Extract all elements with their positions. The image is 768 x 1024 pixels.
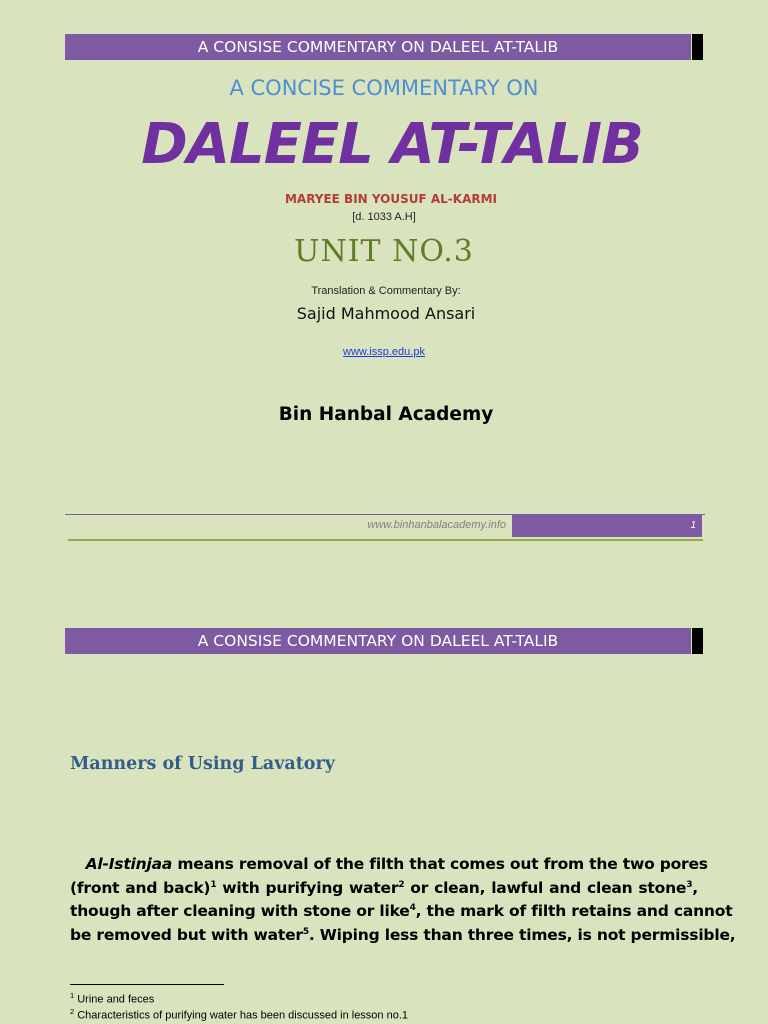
translation-label: Translation & Commentary By: <box>311 285 461 297</box>
paragraph-line <box>70 900 733 924</box>
page2-header-mark <box>692 628 703 654</box>
paragraph-text: be removed but with water <box>70 925 303 944</box>
paragraph-line <box>70 924 736 948</box>
document-title: DALEEL AT-TALIB <box>141 112 643 177</box>
page2-header-bar <box>65 628 691 654</box>
author-name: MARYEE BIN YOUSUF AL-KARMI <box>284 192 498 206</box>
footer-divider-bottom <box>68 539 703 541</box>
translator-name: Sajid Mahmood Ansari <box>296 304 476 323</box>
footnote-ref[interactable]: 1 <box>210 879 217 890</box>
page2-header-title: A CONSISE COMMENTARY ON DALEEL AT-TALIB <box>197 632 559 650</box>
footnote-ref[interactable]: 3 <box>686 879 693 890</box>
footer-url: www.binhanbalacademy.info <box>367 519 506 531</box>
paragraph-text: with purifying water <box>216 878 399 897</box>
page1-header-bar <box>65 34 691 60</box>
paragraph-text: . Wiping less than three times, is not permissible, <box>308 925 736 944</box>
page1-header-mark <box>692 34 703 60</box>
footer-page-box <box>512 515 702 537</box>
footnote-ref[interactable]: 4 <box>409 902 416 913</box>
page-number: 1 <box>690 520 696 531</box>
document-subtitle: A CONCISE COMMENTARY ON <box>229 76 539 100</box>
death-date: [d. 1033 A.H] <box>352 211 416 223</box>
footnote-separator <box>70 984 224 985</box>
paragraph-text: , <box>692 878 698 897</box>
footnote-2 <box>70 1007 408 1022</box>
website-link[interactable]: www.issp.edu.pk <box>343 346 425 358</box>
term-al-istinjaa: Al-Istinjaa <box>85 855 173 873</box>
page1-header-title: A CONSISE COMMENTARY ON DALEEL AT-TALIB <box>197 38 559 56</box>
footnote-number: 1 <box>70 991 75 1000</box>
paragraph-text: or clean, lawful and clean stone <box>404 878 687 897</box>
footnote-1 <box>70 991 154 1006</box>
paragraph-line <box>70 877 698 901</box>
section-heading: Manners of Using Lavatory <box>70 754 335 774</box>
footnote-ref[interactable]: 2 <box>398 879 405 890</box>
footnote-ref[interactable]: 5 <box>302 926 309 937</box>
unit-number: UNIT NO.3 <box>294 234 474 269</box>
footnote-text: Urine and feces <box>74 993 155 1006</box>
academy-name: Bin Hanbal Academy <box>278 404 494 425</box>
paragraph-text: means removal of the filth that comes out from the two pores <box>172 855 708 873</box>
paragraph-text: though after cleaning with stone or like <box>70 902 410 920</box>
body-paragraph <box>70 853 736 947</box>
footnote-text: Characteristics of purifying water has been discussed in lesson no.1 <box>74 1009 409 1022</box>
paragraph-line <box>70 853 708 877</box>
paragraph-text: , the mark of filth retains and cannot <box>415 902 733 920</box>
paragraph-text: (front and back) <box>70 878 211 897</box>
footnote-number: 2 <box>70 1007 75 1016</box>
